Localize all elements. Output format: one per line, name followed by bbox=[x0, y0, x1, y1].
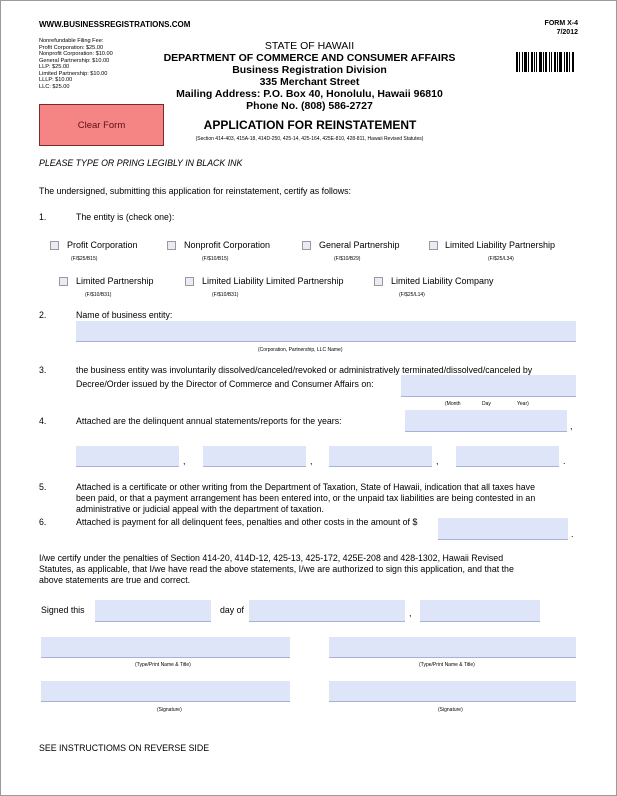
option-code: (F/$25/B15) bbox=[71, 256, 98, 262]
state-name: STATE OF HAWAII bbox=[264, 40, 355, 52]
item-1-text: The entity is (check one): bbox=[76, 212, 175, 222]
item-1-number: 1. bbox=[39, 212, 47, 222]
day-of-label: day of bbox=[220, 605, 244, 615]
item-5-line-1: Attached is a certificate or other writing from the Department of Taxation, State of Hawaii, indication that all taxes have bbox=[76, 482, 535, 492]
certification-line-3: above statements are true and correct. bbox=[39, 575, 191, 585]
item-3-number: 3. bbox=[39, 365, 47, 375]
item-2-text: Name of business entity: bbox=[76, 310, 173, 320]
date-caption-day: Day bbox=[482, 401, 491, 407]
item-2-number: 2. bbox=[39, 310, 47, 320]
option-label: Limited Liability Partnership bbox=[445, 240, 556, 250]
fee-line: Nonrefundable Filing Fee: bbox=[39, 38, 104, 44]
intro-statement: The undersigned, submitting this application for reinstatement, certify as follows: bbox=[39, 186, 351, 196]
separator-comma: , bbox=[436, 456, 439, 466]
mailing-address: Mailing Address: P.O. Box 40, Honolulu, Hawaii 96810 bbox=[176, 88, 443, 100]
item-5-line-2: been paid, or that a payment arrangement has been entered into, or the unpaid tax liabilities are being contested in an bbox=[76, 493, 536, 503]
checkbox-limited-liability-partnership[interactable] bbox=[429, 241, 438, 250]
item-4-number: 4. bbox=[39, 416, 47, 426]
checkbox-profit-corporation[interactable] bbox=[50, 241, 59, 250]
separator-comma: , bbox=[570, 421, 573, 431]
item-5-line-3: administrative or judicial appeal with the department of taxation. bbox=[76, 504, 324, 514]
payment-amount-input[interactable] bbox=[438, 518, 568, 540]
fee-schedule bbox=[39, 38, 113, 90]
delinquent-year-input-5[interactable] bbox=[456, 446, 559, 467]
name-title-input-2[interactable] bbox=[329, 637, 576, 658]
separator-comma: , bbox=[310, 456, 313, 466]
option-code: (F/$25/L34) bbox=[488, 256, 514, 262]
checkbox-limited-partnership[interactable] bbox=[59, 277, 68, 286]
fee-line: Profit Corporation: $25.00 bbox=[39, 44, 104, 51]
delinquent-year-input-1[interactable] bbox=[405, 410, 567, 432]
clear-form-button[interactable]: Clear Form bbox=[39, 104, 164, 146]
fee-line: General Partnership: $10.00 bbox=[39, 57, 110, 64]
delinquent-year-input-3[interactable] bbox=[203, 446, 306, 467]
item-4-text: Attached are the delinquent annual statements/reports for the years: bbox=[76, 416, 342, 426]
form-title: APPLICATION FOR REINSTATEMENT bbox=[203, 118, 417, 132]
date-caption-year: Year) bbox=[517, 401, 529, 407]
option-code: (F/$10/B29) bbox=[334, 256, 361, 262]
checkbox-limited-liability-limited-partnership[interactable] bbox=[185, 277, 194, 286]
fee-line: Limited Partnership: $10.00 bbox=[39, 70, 108, 77]
signed-day-input[interactable] bbox=[95, 600, 211, 622]
signed-month-input[interactable] bbox=[249, 600, 405, 622]
item-3-line-2: Decree/Order issued by the Director of Commerce and Consumer Affairs on: bbox=[76, 379, 374, 389]
checkbox-limited-liability-company[interactable] bbox=[374, 277, 383, 286]
separator-period: . bbox=[571, 529, 574, 539]
signed-year-input[interactable] bbox=[420, 600, 540, 622]
option-label: Nonprofit Corporation bbox=[184, 240, 271, 250]
fee-line: LLC: $25.00 bbox=[39, 83, 70, 90]
form-date: 7/2012 bbox=[556, 29, 578, 36]
date-caption-month: (Month bbox=[445, 401, 461, 407]
agency-header bbox=[151, 40, 468, 112]
statute-reference: (Section 414-403, 415A-18, 414D-250, 425-14, 425-164, 425E-810, 428-811, Hawaii Revised Statutes) bbox=[195, 136, 424, 142]
option-code: (F/$25/L14) bbox=[399, 292, 425, 298]
business-entity-name-input[interactable] bbox=[76, 321, 576, 342]
item-6-number: 6. bbox=[39, 517, 47, 527]
name-title-caption: (Type/Print Name & Title) bbox=[419, 662, 475, 668]
signature-input-1[interactable] bbox=[41, 681, 290, 702]
fee-line: LLP: $25.00 bbox=[39, 64, 70, 70]
option-label: Limited Liability Company bbox=[391, 276, 494, 286]
signature-caption: (Signature) bbox=[438, 707, 463, 713]
fee-line: LLLP: $10.00 bbox=[39, 77, 73, 83]
division-name: Business Registration Division bbox=[232, 64, 387, 76]
item-5-number: 5. bbox=[39, 482, 47, 492]
fee-line: Nonprofit Corporation: $10.00 bbox=[39, 51, 113, 57]
website-url: WWW.BUSINESSREGISTRATIONS.COM bbox=[39, 20, 191, 29]
department-name: DEPARTMENT OF COMMERCE AND CONSUMER AFFAIRS bbox=[163, 52, 456, 64]
dissolution-date-input[interactable] bbox=[401, 375, 576, 397]
delinquent-year-input-2[interactable] bbox=[76, 446, 179, 467]
form-number: FORM X-4 bbox=[544, 20, 578, 27]
separator-comma: , bbox=[183, 456, 186, 466]
delinquent-year-input-4[interactable] bbox=[329, 446, 432, 467]
separator-comma: , bbox=[409, 608, 412, 618]
entity-name-caption: (Corporation, Partnership, LLC Name) bbox=[258, 347, 343, 353]
certification-line-2: Statutes, as applicable, that I/we have read the above statements, I/we are authorized to sign this application, and that the bbox=[39, 564, 514, 574]
signed-this-label: Signed this bbox=[41, 605, 85, 615]
separator-period: . bbox=[563, 456, 566, 466]
footer-note: SEE INSTRUCTIOMS ON REVERSE SIDE bbox=[39, 743, 210, 753]
street-address: 335 Merchant Street bbox=[259, 76, 360, 88]
option-label: Profit Corporation bbox=[67, 240, 138, 250]
name-title-caption: (Type/Print Name & Title) bbox=[135, 662, 191, 668]
ink-instruction: PLEASE TYPE OR PRING LEGIBLY IN BLACK INK bbox=[39, 158, 243, 168]
option-code: (F/$10/B31) bbox=[212, 292, 239, 298]
barcode-icon bbox=[516, 52, 578, 72]
form-identifier bbox=[545, 19, 578, 37]
signature-caption: (Signature) bbox=[157, 707, 182, 713]
checkbox-nonprofit-corporation[interactable] bbox=[167, 241, 176, 250]
item-6-text: Attached is payment for all delinquent fees, penalties and other costs in the amount of $ bbox=[76, 517, 418, 527]
option-label: Limited Partnership bbox=[76, 276, 154, 286]
item-3-line-1: the business entity was involuntarily dissolved/canceled/revoked or administratively terminated/dissolved/canceled by bbox=[76, 365, 533, 375]
name-title-input-1[interactable] bbox=[41, 637, 290, 658]
option-label: General Partnership bbox=[319, 240, 400, 250]
phone-number: Phone No. (808) 586-2727 bbox=[246, 100, 373, 112]
option-code: (F/$10/B15) bbox=[202, 256, 229, 262]
certification-line-1: I/we certify under the penalties of Section 414-20, 414D-12, 425-13, 425-172, 425E-208 and 428-1302, Hawaii Revised bbox=[39, 553, 504, 563]
option-code: (F/$10/B31) bbox=[85, 292, 112, 298]
signature-input-2[interactable] bbox=[329, 681, 576, 702]
option-label: Limited Liability Limited Partnership bbox=[202, 276, 344, 286]
checkbox-general-partnership[interactable] bbox=[302, 241, 311, 250]
